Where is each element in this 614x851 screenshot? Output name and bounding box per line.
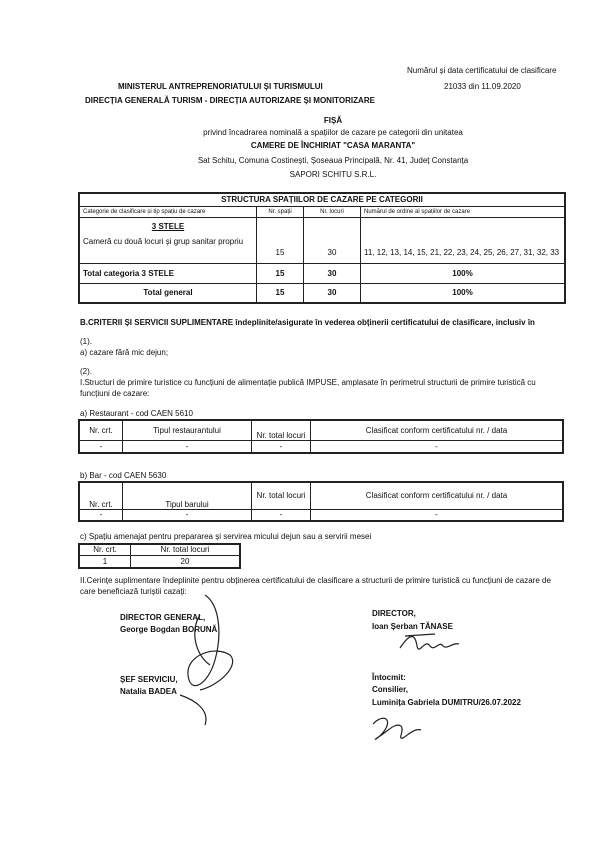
- col-header-spaces: Nr. spații: [257, 206, 304, 217]
- restaurant-header-cert: Clasificat conform certificatului nr. / data: [311, 420, 564, 440]
- row-numbers: 11, 12, 13, 14, 15, 21, 22, 23, 24, 25, 26, 27, 31, 32, 33: [361, 217, 566, 263]
- total-category-places: 30: [304, 263, 361, 283]
- intocmit-label: Întocmit:: [372, 673, 406, 682]
- director-title: DIRECTOR,: [372, 609, 416, 618]
- total-general-pct: 100%: [361, 283, 566, 303]
- restaurant-table: [78, 419, 564, 454]
- sef-serviciu-name: Natalia BADEA: [120, 687, 177, 696]
- bar-header-places: Nr. total locuri: [252, 482, 311, 509]
- structure-caption: STRUCTURA SPAȚIILOR DE CAZARE PE CATEGORII: [79, 193, 565, 206]
- breakfast-cell-places: 20: [131, 555, 241, 568]
- category-label: 3 STELE: [151, 221, 185, 231]
- criteria-p2: (2).: [80, 367, 92, 376]
- supplementary-line1: II.Cerințe suplimentare îndeplinite pentru obținerea certificatului de clasificare a structurii de primire turistică cu funcțiuni de cazare de: [80, 576, 551, 585]
- restaurant-cell-nr: -: [79, 440, 123, 453]
- col-header-places: Nr. locuri: [304, 206, 361, 217]
- company-name: SAPORI SCHITU S.R.L.: [289, 170, 377, 179]
- total-category-pct: 100%: [361, 263, 566, 283]
- breakfast-table: [78, 543, 241, 569]
- bar-table: [78, 481, 564, 522]
- director-name: Ioan Șerban TĂNASE: [372, 622, 453, 631]
- col-header-category: Categorie de clasificare și tip spațiu de cazare: [79, 206, 257, 217]
- sef-serviciu-title: ȘEF SERVICIU,: [120, 675, 178, 684]
- restaurant-cell-cert: -: [311, 440, 564, 453]
- criteria-p2-text2: funcțiuni de cazare:: [80, 389, 150, 398]
- criteria-p1a: a) cazare fără mic dejun;: [80, 348, 169, 357]
- bar-cell-cert: -: [311, 509, 564, 521]
- bar-header-cert: Clasificat conform certificatului nr. / data: [311, 482, 564, 509]
- directorate-name: DIRECȚIA GENERALĂ TURISM - DIRECȚIA AUTORIZARE ȘI MONITORIZARE: [85, 96, 375, 105]
- breakfast-header-places: Nr. total locuri: [131, 544, 241, 555]
- bar-cell-type: -: [123, 509, 252, 521]
- col-header-numbers: Numărul de ordine al spațiilor de cazare: [361, 206, 566, 217]
- consilier-title: Consilier,: [372, 685, 409, 694]
- director-general-title: DIRECTOR GENERAL,: [120, 613, 206, 622]
- ministry-name: MINISTERUL ANTREPRENORIATULUI ȘI TURISMULUI: [118, 82, 323, 91]
- director-signature: [395, 628, 465, 658]
- row-spaces: 15: [257, 217, 304, 263]
- restaurant-label: a) Restaurant - cod CAEN 5610: [80, 409, 193, 418]
- total-general-places: 30: [304, 283, 361, 303]
- title-description: privind încadrarea nominală a spațiilor de cazare pe categorii din unitatea: [203, 128, 463, 137]
- certificate-value: 21033 din 11.09.2020: [444, 82, 521, 91]
- bar-label: b) Bar - cod CAEN 5630: [80, 471, 167, 480]
- structure-table: [78, 192, 566, 304]
- breakfast-label: c) Spațiu amenajat pentru prepararea și servirea micului dejun sau a servirii mesei: [80, 532, 372, 541]
- supplementary-line2: care beneficiază turiștii cazați:: [80, 587, 187, 596]
- category-cell: [79, 217, 257, 263]
- certificate-label: Numărul și data certificatului de clasificare: [407, 66, 557, 75]
- restaurant-cell-type: -: [123, 440, 252, 453]
- bar-header-nr: Nr. crt.: [79, 482, 123, 509]
- bar-cell-nr: -: [79, 509, 123, 521]
- criteria-heading: B.CRITERII ȘI SERVICII SUPLIMENTARE îndeplinite/asigurate în vederea obținerii certificatului de clasificare, inclusiv în: [80, 318, 535, 327]
- consilier-name: Luminița Gabriela DUMITRU/26.07.2022: [372, 698, 521, 707]
- row-places: 30: [304, 217, 361, 263]
- bar-header-type: Tipul barului: [123, 482, 252, 509]
- unit-name: CAMERE DE ÎNCHIRIAT "CASA MARANTA": [250, 141, 416, 150]
- total-category-spaces: 15: [257, 263, 304, 283]
- breakfast-header-nr: Nr. crt.: [79, 544, 131, 555]
- consilier-signature: [365, 712, 425, 747]
- restaurant-header-nr: Nr. crt.: [79, 420, 123, 440]
- criteria-p1: (1).: [80, 337, 92, 346]
- breakfast-cell-nr: 1: [79, 555, 131, 568]
- director-general-name: George Bogdan BORUNĂ: [120, 625, 218, 634]
- room-type: Cameră cu două locuri și grup sanitar propriu: [83, 236, 244, 246]
- director-general-signature: [160, 585, 250, 730]
- total-general-spaces: 15: [257, 283, 304, 303]
- unit-address: Sat Schitu, Comuna Costinești, Șoseaua Principală, Nr. 41, Județ Constanța: [197, 156, 469, 165]
- criteria-p2-text1: I.Structuri de primire turistice cu funcțiuni de alimentație publică IMPUSE, amplasate în perimetrul structurii de primire turistică cu: [80, 378, 536, 387]
- total-category-label: Total categoria 3 STELE: [79, 263, 257, 283]
- restaurant-header-places: Nr. total locuri: [252, 420, 311, 440]
- total-general-label: Total general: [79, 283, 257, 303]
- restaurant-header-type: Tipul restaurantului: [123, 420, 252, 440]
- page-title: FIȘĂ: [323, 116, 343, 125]
- bar-cell-places: -: [252, 509, 311, 521]
- restaurant-cell-places: -: [252, 440, 311, 453]
